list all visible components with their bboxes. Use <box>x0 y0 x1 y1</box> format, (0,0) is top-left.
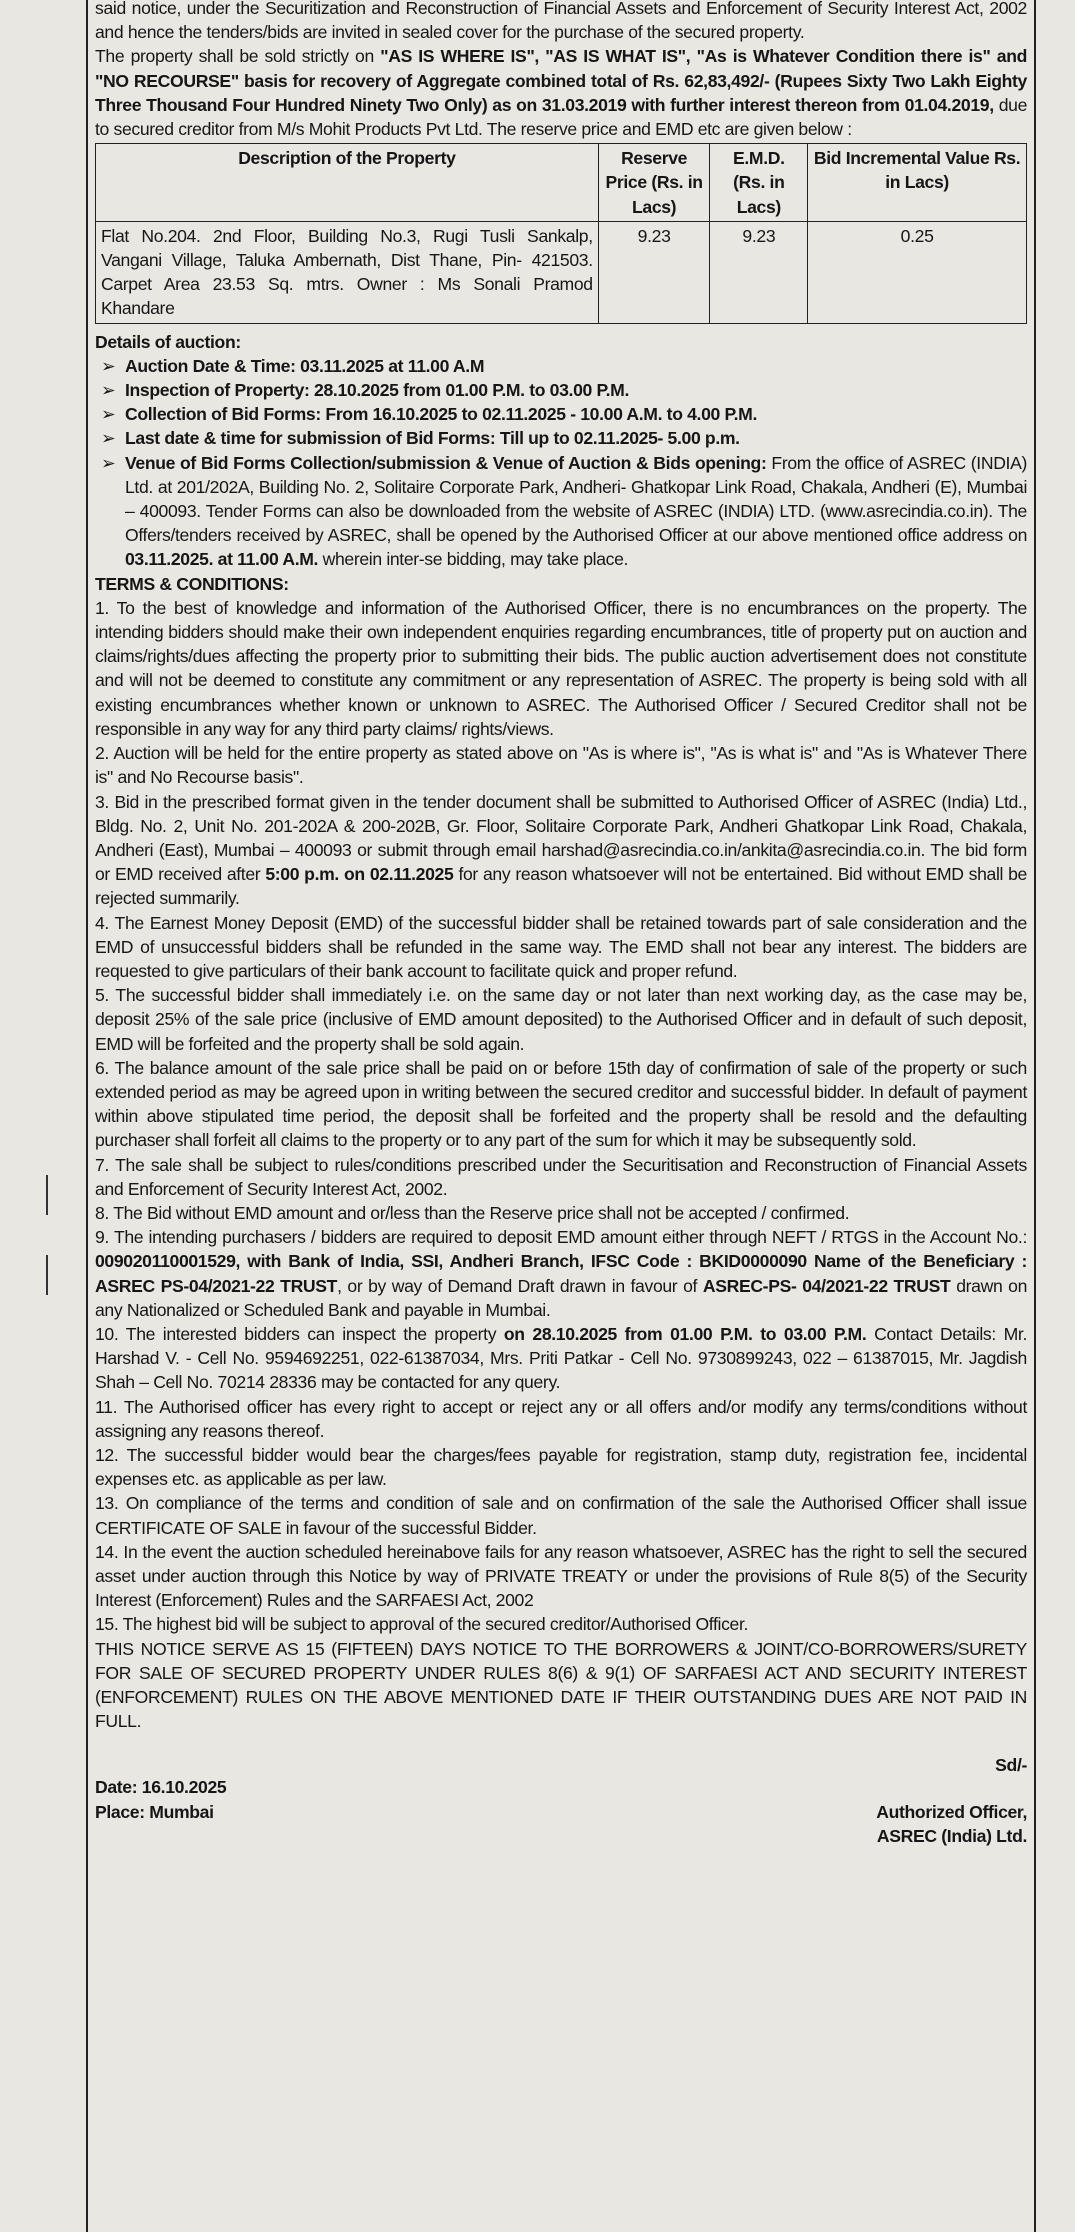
basis-text: The property shall be sold strictly on <box>95 46 381 67</box>
reserve-price-value: 9.23 <box>598 221 710 323</box>
venue-text: From the office of ASREC (INDIA) Ltd. at 201/202A, Building No. 2, Solitaire Corporate Park, Andheri- Ghatkopar Link Road, Chakala, Andheri (E), Mumbai – 400093. Tender Forms can also be downloaded from the website of ASREC (INDIA) LTD. (www.asrecindia.co.in). The Offers/tenders received by ASREC, shall be opened by the Authorised Officer at our above mentioned office address on <box>125 452 1027 546</box>
term-13: 13. On compliance of the terms and condition of sale and on confirmation of the sale the Authorised Officer shall issue CERTIFICATE OF SALE in favour of the successful Bidder. <box>95 1493 1027 1538</box>
list-item <box>99 451 1027 572</box>
contact-details: Contact Details: Mr. Harshad V. - Cell No. 9594692251, 022-61387034, Mrs. Priti Patkar - Cell No. 9730899243, 022 – 61387015, Mr. Jagdish Shah – Cell No. 70214 28336 may be contacted for any query. <box>95 1323 1027 1393</box>
bank-account-details: 009020110001529, with Bank of India, SSI, Andheri Branch, IFSC Code : BKID0000090 Name of the Beneficiary : ASREC PS-04/2021-22 TRUST <box>95 1251 1027 1296</box>
term-6: 6. The balance amount of the sale price shall be paid on or before 15th day of confirmation of sale of the property or such extended period as may be agreed upon in writing between the secured creditor and successful bidder. In default of payment within above stipulated time period, the deposit shall be forfeited and the property shall be resold and the defaulting purchaser shall forfeit all claims to the property or to any part of the sum for which it may be subsequently sold. <box>95 1057 1027 1151</box>
venue-end-text: wherein inter-se bidding, may take place. <box>318 549 629 570</box>
arrow-icon: ➢ <box>101 355 116 376</box>
term-5: 5. The successful bidder shall immediately i.e. on the same day or not later than next working day, as the case may be, deposit 25% of the sale price (inclusive of EMD amount deposited) to the Authorised Officer and in default of such deposit, EMD will be forfeited and the property shall be sold again. <box>95 985 1027 1054</box>
auction-date-text: Auction Date & Time: 03.11.2025 at 11.00 A.M <box>125 355 485 376</box>
organization-name: ASREC (India) Ltd. <box>876 1825 1027 1846</box>
term-3 <box>95 790 1027 911</box>
opening-datetime: 03.11.2025. at 11.00 A.M. <box>125 549 319 570</box>
arrow-icon: ➢ <box>101 428 116 449</box>
term-3-deadline: 5:00 p.m. on 02.11.2025 <box>265 864 454 885</box>
basis-bold-text: "AS IS WHERE IS", "AS IS WHAT IS", "As is Whatever Condition there is" and "NO RECOURSE" basis for recovery of Aggregate combined total of Rs. 62,83,492/- (Rupees Sixty Two Lakh Eighty Three Thousand Four Hundred Ninety Two Only) as on 31.03.2019 with further interest thereon from 01.04.2019, <box>95 46 1027 115</box>
last-date-text: Last date & time for submission of Bid Forms: Till up to 02.11.2025- 5.00 p.m. <box>125 428 740 449</box>
officer-title: Authorized Officer, <box>876 1801 1027 1822</box>
term-9 <box>95 1225 1027 1322</box>
notice-paragraph: THIS NOTICE SERVE AS 15 (FIFTEEN) DAYS NOTICE TO THE BORROWERS & JOINT/CO-BORROWERS/SURETY FOR SALE OF SECURED PROPERTY UNDER RULES 8(6) & 9(1) OF SARFAESI ACT AND SECURITY INTEREST (ENFORCEMENT) RULES ON THE ABOVE MENTIONED DATE IF THEIR OUTSTANDING DUES ARE NOT PAID IN FULL. <box>95 1638 1027 1732</box>
collection-text: Collection of Bid Forms: From 16.10.2025 to 02.11.2025 - 10.00 A.M. to 4.00 P.M. <box>125 404 758 425</box>
venue-heading: Venue of Bid Forms Collection/submission & Venue of Auction & Bids opening: <box>125 452 767 473</box>
arrow-icon: ➢ <box>101 452 116 473</box>
term-9-mid: , or by way of Demand Draft drawn in favour of <box>337 1275 703 1296</box>
header-reserve-price: Reserve Price (Rs. in Lacs) <box>598 144 710 222</box>
auction-details-list <box>95 354 1027 572</box>
arrow-icon: ➢ <box>101 404 116 425</box>
notice-place: Place: Mumbai <box>95 1801 214 1822</box>
term-9-text: 9. The intending purchasers / bidders are required to deposit EMD amount either through NEFT / RTGS in the Account No.: <box>95 1227 1027 1248</box>
term-3-text: 3. Bid in the prescribed format given in the tender document shall be submitted to Authorised Officer of ASREC (India) Ltd., Bldg. No. 2, Unit No. 201-202A & 200-202B, Gr. Floor, Solitaire Corporate Park, Andheri Ghatkopar Link Road, Chakala, Andheri (East), Mumbai – 400093 or submit through email harshad@asrecindia.co.in/ankita@asrecindia.co.in. The bid form or EMD received after <box>95 791 1027 885</box>
terms-heading: TERMS & CONDITIONS: <box>95 573 289 594</box>
table-row <box>96 221 1027 323</box>
term-15: 15. The highest bid will be subject to approval of the secured creditor/Authorised Officer. <box>95 1614 749 1635</box>
intro-text: said notice, under the Securitization and Reconstruction of Financial Assets and Enforcement of Security Interest Act, 2002 and hence the tenders/bids are invited in sealed cover for the purchase of the secured property. <box>95 0 1027 43</box>
term-11: 11. The Authorised officer has every right to accept or reject any or all offers and/or modify any terms/conditions without assigning any reasons thereof. <box>95 1396 1027 1441</box>
term-7: 7. The sale shall be subject to rules/conditions prescribed under the Securitisation and Reconstruction of Financial Assets and Enforcement of Security Interest Act, 2002. <box>95 1154 1027 1199</box>
notice-date: Date: 16.10.2025 <box>95 1777 227 1798</box>
auction-notice <box>86 0 1036 2232</box>
property-description: Flat No.204. 2nd Floor, Building No.3, Rugi Tusli Sankalp, Vangani Village, Taluka Ambernath, Dist Thane, Pin- 421503. Carpet Area 23.53 Sq. mtrs. Owner : Ms Sonali Pramod Khandare <box>96 221 599 323</box>
term-1: 1. To the best of knowledge and information of the Authorised Officer, there is no encumbrances on the property. The intending bidders should make their own independent enquiries regarding encumbrances, title of property put on auction and claims/rights/dues affecting the property prior to submitting their bids. The public auction advertisement does not constitute and will not be deemed to constitute any commitment or any representation of ASREC. The property is being sold with all existing encumbrances whether known or unknown to ASREC. The Authorised Officer / Secured Creditor shall not be responsible in any way for any third party claims/ rights/views. <box>95 597 1027 739</box>
term-12: 12. The successful bidder would bear the charges/fees payable for registration, stamp duty, registration fee, incidental expenses etc. as applicable as per law. <box>95 1444 1027 1490</box>
arrow-icon: ➢ <box>101 380 116 401</box>
header-emd: E.M.D. (Rs. in Lacs) <box>710 144 808 222</box>
term-2: 2. Auction will be held for the entire property as stated above on "As is where is", "As is what is" and "As is Whatever There is" and No Recourse basis". <box>95 743 1027 788</box>
emd-value: 9.23 <box>710 221 808 323</box>
term-9-end: drawn on any Nationalized or Scheduled Bank and payable in Mumbai. <box>95 1275 1028 1320</box>
margin-mark <box>46 1255 48 1295</box>
table-header-row <box>96 144 1027 222</box>
bid-increment-value: 0.25 <box>808 221 1027 323</box>
term-4: 4. The Earnest Money Deposit (EMD) of the successful bidder shall be retained towards part of sale consideration and the EMD of unsuccessful bidders shall be refunded in the same way. The EMD shall not bear any interest. The bidders are requested to give particulars of their bank account to facilitate quick and proper refund. <box>95 912 1027 981</box>
list-item <box>99 402 1027 426</box>
term-10-text: 10. The interested bidders can inspect the property <box>95 1323 504 1344</box>
term-14: 14. In the event the auction scheduled hereinabove fails for any reason whatsoever, ASREC has the right to sell the secured asset under auction through this Notice by way of PRIVATE TREATY or under the provisions of Rule 8(5) of the Security Interest (Enforcement) Rules and the SARFAESI Act, 2002 <box>95 1541 1027 1611</box>
margin-mark <box>46 1175 48 1215</box>
inspection-datetime: on 28.10.2025 from 01.00 P.M. to 03.00 P.M. <box>503 1323 867 1344</box>
details-heading: Details of auction: <box>95 331 241 352</box>
term-10 <box>95 1322 1027 1395</box>
date-place <box>95 1753 226 1848</box>
term-3-end: for any reason whatsoever will not be entertained. Bid without EMD shall be rejected summarily. <box>95 864 1027 909</box>
signatory <box>876 1753 1027 1848</box>
signature-mark: Sd/- <box>995 1755 1027 1776</box>
list-item <box>99 354 1027 378</box>
trust-name: ASREC-PS- 04/2021-22 TRUST <box>702 1275 951 1296</box>
basis-end-text: due to secured creditor from M/s Mohit Products Pvt Ltd. The reserve price and EMD etc are given below : <box>95 94 1028 140</box>
signature-block <box>95 1753 1027 1848</box>
property-table <box>95 143 1027 323</box>
list-item <box>99 426 1027 450</box>
term-8: 8. The Bid without EMD amount and or/less than the Reserve price shall not be accepted / confirmed. <box>95 1202 850 1223</box>
inspection-text: Inspection of Property: 28.10.2025 from 01.00 P.M. to 03.00 P.M. <box>125 380 629 401</box>
sale-basis-paragraph <box>95 44 1027 141</box>
intro-paragraph <box>95 0 1027 44</box>
list-item <box>99 378 1027 402</box>
header-bid-increment: Bid Incremental Value Rs. in Lacs) <box>808 144 1027 222</box>
header-description: Description of the Property <box>96 144 599 222</box>
